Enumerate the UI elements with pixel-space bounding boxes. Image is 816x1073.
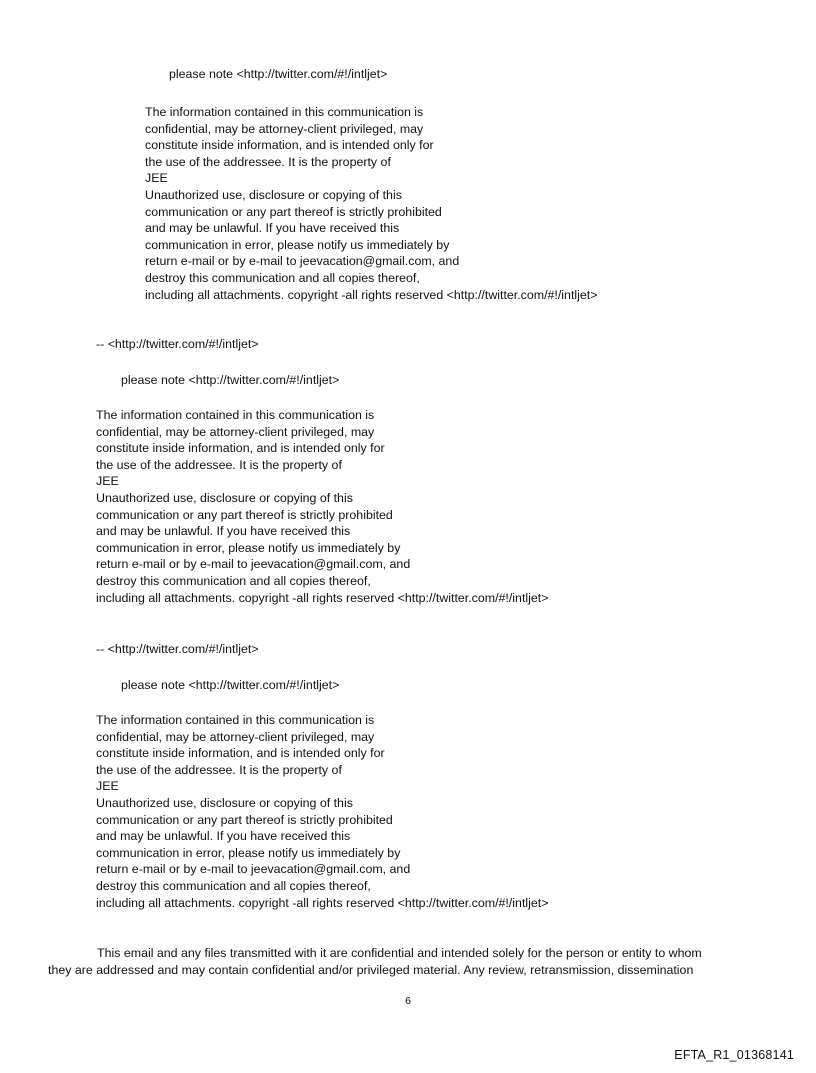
disclaimer-block-3 [96,712,548,911]
disclaimer-line: and may be unlawful. If you have received this [96,524,351,539]
disclaimer-line: communication or any part thereof is strictly prohibited [96,507,393,522]
disclaimer-line: communication in error, please notify us immediately by [96,540,401,555]
disclaimer-line: the use of the addressee. It is the property of [96,762,342,777]
note-line-2: please note <http://twitter.com/#!/intljet> [121,373,340,387]
page-number: 6 [405,995,411,1007]
disclaimer-block-1 [145,104,597,303]
separator-line-3: -- <http://twitter.com/#!/intljet> [96,642,259,656]
disclaimer-line: communication in error, please notify us immediately by [96,845,401,860]
disclaimer-line: communication or any part thereof is strictly prohibited [145,204,442,219]
paragraph-line-1: This email and any files transmitted with it are confidential and intended solely for the person or entity to whom [97,946,702,960]
disclaimer-line: JEE [145,171,168,186]
disclaimer-line: destroy this communication and all copies thereof, [96,878,371,893]
disclaimer-line: The information contained in this communication is [96,713,375,727]
confidentiality-paragraph [48,945,770,978]
disclaimer-line: the use of the addressee. It is the property of [145,154,391,169]
note-line-1: please note <http://twitter.com/#!/intljet> [169,67,388,81]
disclaimer-line: including all attachments. copyright -all rights reserved <http://twitter.com/#!/intljet> [96,590,549,605]
bates-number: EFTA_R1_01368141 [674,1048,794,1062]
disclaimer-line: communication in error, please notify us immediately by [145,237,450,252]
disclaimer-line: Unauthorized use, disclosure or copying of this [96,490,353,505]
disclaimer-line: JEE [96,779,119,794]
disclaimer-line: return e-mail or by e-mail to jeevacation@gmail.com, and [96,862,411,877]
disclaimer-line: The information contained in this communication is [96,408,375,422]
disclaimer-line: constitute inside information, and is intended only for [96,441,385,456]
separator-line-2: -- <http://twitter.com/#!/intljet> [96,337,259,351]
disclaimer-line: and may be unlawful. If you have received this [145,221,400,236]
note-line-3: please note <http://twitter.com/#!/intljet> [121,678,340,692]
disclaimer-line: including all attachments. copyright -all rights reserved <http://twitter.com/#!/intljet> [145,287,598,302]
disclaimer-line: destroy this communication and all copies thereof, [96,573,371,588]
disclaimer-line: The information contained in this communication is [145,105,424,119]
disclaimer-line: confidential, may be attorney-client privileged, may [96,729,375,744]
disclaimer-block-2 [96,407,548,606]
disclaimer-line: return e-mail or by e-mail to jeevacation@gmail.com, and [96,557,411,572]
disclaimer-line: including all attachments. copyright -all rights reserved <http://twitter.com/#!/intljet> [96,895,549,910]
disclaimer-line: return e-mail or by e-mail to jeevacation@gmail.com, and [145,254,460,269]
disclaimer-line: constitute inside information, and is intended only for [145,138,434,153]
disclaimer-line: communication or any part thereof is strictly prohibited [96,812,393,827]
disclaimer-line: the use of the addressee. It is the property of [96,457,342,472]
disclaimer-line: Unauthorized use, disclosure or copying of this [96,795,353,810]
disclaimer-line: and may be unlawful. If you have received this [96,829,351,844]
disclaimer-line: destroy this communication and all copies thereof, [145,270,420,285]
disclaimer-line: confidential, may be attorney-client privileged, may [96,424,375,439]
paragraph-line-2: they are addressed and may contain confidential and/or privileged material. Any review, retransmission, dissemination [48,962,694,977]
disclaimer-line: confidential, may be attorney-client privileged, may [145,121,424,136]
disclaimer-line: Unauthorized use, disclosure or copying of this [145,187,402,202]
disclaimer-line: constitute inside information, and is intended only for [96,746,385,761]
disclaimer-line: JEE [96,474,119,489]
